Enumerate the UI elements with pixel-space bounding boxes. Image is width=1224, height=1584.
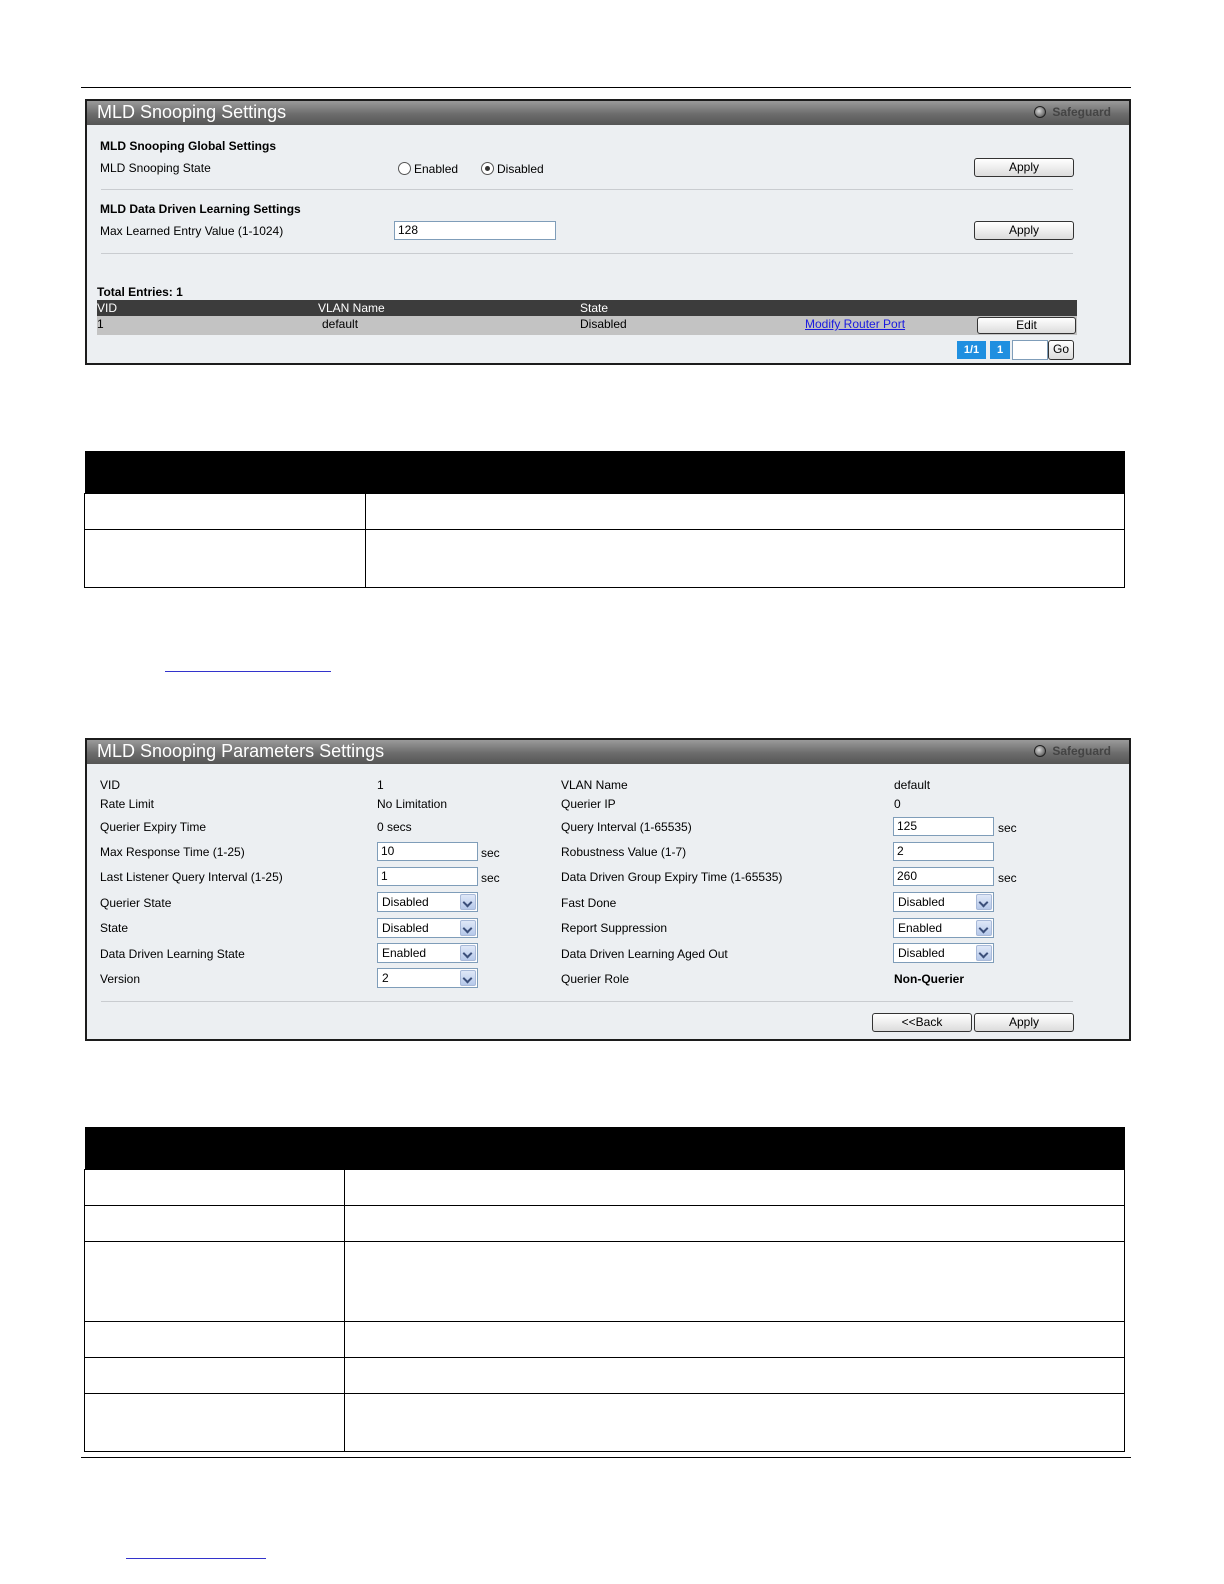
state-select[interactable] bbox=[377, 918, 478, 938]
disabled-radio[interactable] bbox=[481, 162, 494, 175]
state-value: Disabled bbox=[382, 921, 429, 935]
bottom-rule bbox=[81, 1457, 1131, 1458]
ddl-state-label: Data Driven Learning State bbox=[100, 947, 245, 961]
safeguard-icon bbox=[1034, 106, 1046, 118]
report-suppression-select[interactable] bbox=[893, 918, 994, 938]
fast-done-label: Fast Done bbox=[561, 896, 617, 910]
max-learned-entry-input[interactable]: 128 bbox=[394, 221, 556, 240]
edit-button[interactable]: Edit bbox=[977, 317, 1076, 334]
chevron-down-icon[interactable] bbox=[976, 945, 992, 961]
vlan-table-header bbox=[97, 300, 1077, 316]
mld-snooping-parameters-panel bbox=[85, 738, 1131, 1041]
query-interval-label: Query Interval (1-65535) bbox=[561, 820, 692, 834]
enabled-radio-label: Enabled bbox=[414, 162, 459, 176]
dd-expiry-unit: sec bbox=[998, 871, 1017, 885]
disabled-radio-option[interactable] bbox=[481, 162, 544, 176]
safeguard-icon bbox=[1034, 745, 1046, 757]
querier-state-label: Querier State bbox=[100, 896, 172, 910]
header-vid: VID bbox=[97, 301, 118, 315]
vlan-name-label: VLAN Name bbox=[561, 778, 628, 792]
version-value: 2 bbox=[382, 971, 389, 985]
go-button[interactable]: Go bbox=[1048, 340, 1074, 360]
back-button[interactable]: <<Back bbox=[872, 1013, 972, 1032]
max-response-unit: sec bbox=[481, 846, 500, 860]
rate-limit-value: No Limitation bbox=[377, 797, 448, 811]
last-listener-label: Last Listener Query Interval (1-25) bbox=[100, 870, 283, 884]
row-vlan-name: default bbox=[322, 317, 359, 331]
state-label: State bbox=[100, 921, 129, 935]
safeguard-indicator bbox=[1034, 105, 1111, 119]
max-learned-entry-label: Max Learned Entry Value (1-1024) bbox=[100, 224, 284, 238]
separator bbox=[101, 253, 1073, 254]
ddl-aged-out-value: Disabled bbox=[898, 946, 945, 960]
report-suppression-value: Enabled bbox=[898, 921, 943, 935]
mld-snooping-settings-panel bbox=[85, 99, 1131, 365]
learning-apply-button[interactable]: Apply bbox=[974, 221, 1074, 240]
table-header bbox=[85, 451, 1125, 493]
row-vid: 1 bbox=[97, 317, 104, 331]
querier-ip-label: Querier IP bbox=[561, 797, 616, 811]
robustness-label: Robustness Value (1-7) bbox=[561, 845, 687, 859]
querier-ip-value: 0 bbox=[894, 797, 901, 811]
page-number-input[interactable] bbox=[1012, 340, 1048, 360]
dd-expiry-label: Data Driven Group Expiry Time (1-65535) bbox=[561, 870, 783, 884]
description-table bbox=[84, 1127, 1125, 1452]
chevron-down-icon[interactable] bbox=[460, 970, 476, 986]
fast-done-value: Disabled bbox=[898, 895, 945, 909]
vid-value: 1 bbox=[377, 778, 384, 792]
chevron-down-icon[interactable] bbox=[460, 920, 476, 936]
panel-header bbox=[87, 101, 1129, 125]
query-interval-unit: sec bbox=[998, 821, 1017, 835]
ddl-aged-out-select[interactable] bbox=[893, 943, 994, 963]
vid-label: VID bbox=[100, 778, 121, 792]
chevron-down-icon[interactable] bbox=[976, 920, 992, 936]
row-state: Disabled bbox=[580, 317, 627, 331]
version-label: Version bbox=[100, 972, 141, 986]
parameters-apply-button[interactable]: Apply bbox=[974, 1013, 1074, 1032]
ddl-state-value: Enabled bbox=[382, 946, 427, 960]
querier-role-value: Non-Querier bbox=[894, 972, 965, 986]
global-apply-button[interactable]: Apply bbox=[974, 158, 1074, 177]
disabled-radio-label: Disabled bbox=[497, 162, 544, 176]
table-row bbox=[97, 316, 1077, 335]
enabled-radio-option[interactable] bbox=[398, 162, 458, 176]
last-listener-unit: sec bbox=[481, 871, 500, 885]
chevron-down-icon[interactable] bbox=[976, 894, 992, 910]
version-select[interactable] bbox=[377, 968, 478, 988]
ddl-state-select[interactable] bbox=[377, 943, 478, 963]
last-listener-input[interactable]: 1 bbox=[377, 867, 478, 886]
panel-title: MLD Snooping Settings bbox=[97, 102, 287, 122]
chevron-down-icon[interactable] bbox=[460, 945, 476, 961]
header-vlan-name: VLAN Name bbox=[318, 301, 385, 315]
total-entries: Total Entries: 1 bbox=[97, 285, 183, 299]
panel-title: MLD Snooping Parameters Settings bbox=[97, 741, 385, 761]
hyperlink-underline[interactable] bbox=[165, 671, 331, 672]
safeguard-label: Safeguard bbox=[1052, 744, 1111, 758]
global-settings-heading: MLD Snooping Global Settings bbox=[100, 139, 276, 153]
enabled-radio[interactable] bbox=[398, 162, 411, 175]
header-state: State bbox=[580, 301, 609, 315]
description-table bbox=[84, 451, 1125, 588]
querier-state-value: Disabled bbox=[382, 895, 429, 909]
querier-expiry-value: 0 secs bbox=[377, 820, 412, 834]
table-header bbox=[85, 1127, 1125, 1169]
fast-done-select[interactable] bbox=[893, 892, 994, 912]
vlan-name-value: default bbox=[894, 778, 931, 792]
report-suppression-label: Report Suppression bbox=[561, 921, 668, 935]
page-count: 1/1 bbox=[957, 341, 986, 359]
page-1-button[interactable]: 1 bbox=[990, 341, 1010, 359]
ddl-aged-out-label: Data Driven Learning Aged Out bbox=[561, 947, 728, 961]
dd-expiry-input[interactable]: 260 bbox=[893, 867, 994, 886]
hyperlink-underline[interactable] bbox=[126, 1558, 266, 1559]
robustness-input[interactable]: 2 bbox=[893, 842, 994, 861]
max-response-input[interactable]: 10 bbox=[377, 842, 478, 861]
querier-role-label: Querier Role bbox=[561, 972, 630, 986]
querier-expiry-label: Querier Expiry Time bbox=[100, 820, 207, 834]
safeguard-label: Safeguard bbox=[1052, 105, 1111, 119]
max-response-label: Max Response Time (1-25) bbox=[100, 845, 245, 859]
safeguard-indicator bbox=[1034, 744, 1111, 758]
separator bbox=[101, 189, 1073, 190]
panel-header bbox=[87, 740, 1129, 764]
rate-limit-label: Rate Limit bbox=[100, 797, 155, 811]
learning-settings-heading: MLD Data Driven Learning Settings bbox=[100, 202, 301, 216]
modify-router-port-link[interactable]: Modify Router Port bbox=[805, 317, 906, 331]
query-interval-input[interactable]: 125 bbox=[893, 817, 994, 836]
top-rule bbox=[81, 87, 1131, 88]
querier-state-select[interactable] bbox=[377, 892, 478, 912]
separator bbox=[101, 1001, 1073, 1002]
chevron-down-icon[interactable] bbox=[460, 894, 476, 910]
snooping-state-label: MLD Snooping State bbox=[100, 161, 211, 175]
